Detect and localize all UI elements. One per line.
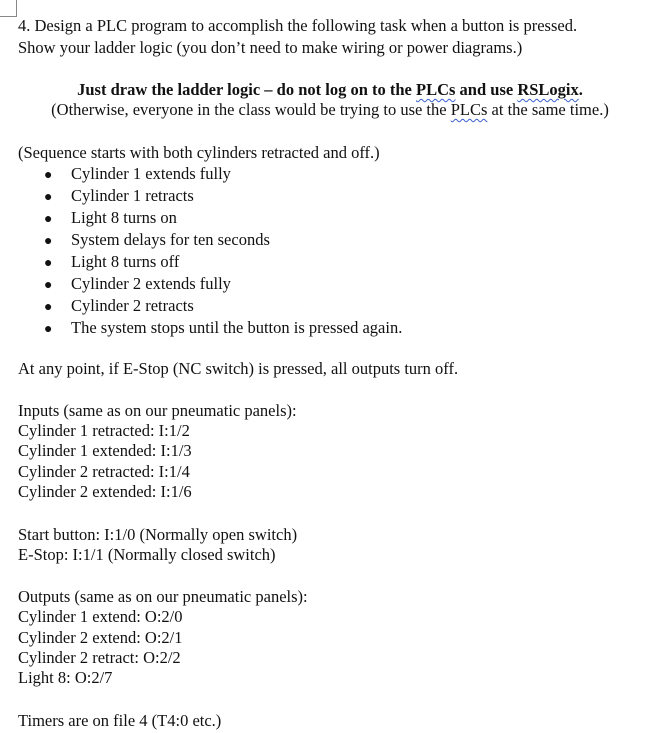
sequence-step <box>44 186 194 208</box>
sequence-step <box>44 274 231 296</box>
question-line-1: 4. Design a PLC program to accomplish the following task when a button is pressed. <box>18 16 578 35</box>
output-item: Cylinder 2 extend: O:2/1 <box>18 628 183 647</box>
bullet-icon: ● <box>44 212 53 227</box>
start-button-input: Start button: I:1/0 (Normally open switch) <box>18 525 298 544</box>
page-corner-mark <box>0 0 17 17</box>
sequence-step-text: System delays for ten seconds <box>71 230 270 249</box>
instruction-paren-part-b: at the same time.) <box>487 100 609 119</box>
estop-input: E-Stop: I:1/1 (Normally closed switch) <box>18 545 276 564</box>
sequence-step-text: Cylinder 2 retracts <box>71 296 194 315</box>
inputs-heading: Inputs (same as on our pneumatic panels): <box>18 401 297 420</box>
bullet-icon: ● <box>44 278 53 293</box>
input-item: Cylinder 1 retracted: I:1/2 <box>18 421 190 440</box>
input-item: Cylinder 2 retracted: I:1/4 <box>18 462 190 481</box>
bullet-icon: ● <box>44 190 53 205</box>
instruction-bold-line <box>0 80 660 100</box>
sequence-step <box>44 164 231 186</box>
question-line-2: Show your ladder logic (you don’t need to make wiring or power diagrams.) <box>18 38 523 57</box>
bullet-icon: ● <box>44 322 53 337</box>
sequence-step <box>44 252 179 274</box>
instruction-bold-plcs: PLCs <box>416 80 456 99</box>
sequence-step <box>44 318 402 340</box>
output-item: Cylinder 1 extend: O:2/0 <box>18 607 183 626</box>
instruction-bold-part-b: and use <box>455 80 518 99</box>
instruction-bold-part-c: . <box>578 80 583 99</box>
input-item: Cylinder 2 extended: I:1/6 <box>18 482 192 501</box>
estop-note: At any point, if E-Stop (NC switch) is pressed, all outputs turn off. <box>18 359 459 378</box>
sequence-step-text: Cylinder 1 extends fully <box>71 164 231 183</box>
output-item: Light 8: O:2/7 <box>18 668 113 687</box>
sequence-step-text: The system stops until the button is pressed again. <box>71 318 403 337</box>
sequence-step-text: Light 8 turns on <box>71 208 177 227</box>
instruction-paren-plcs: PLCs <box>450 100 488 119</box>
sequence-step <box>44 230 270 252</box>
sequence-step-text: Cylinder 2 extends fully <box>71 274 231 293</box>
sequence-step <box>44 296 194 318</box>
sequence-step <box>44 208 177 230</box>
outputs-heading: Outputs (same as on our pneumatic panels): <box>18 587 308 606</box>
input-item: Cylinder 1 extended: I:1/3 <box>18 441 192 460</box>
instruction-paren-line <box>0 100 660 120</box>
sequence-step-text: Light 8 turns off <box>71 252 180 271</box>
bullet-icon: ● <box>44 300 53 315</box>
instruction-bold-rslogix: RSLogix <box>517 80 579 99</box>
output-item: Cylinder 2 retract: O:2/2 <box>18 648 181 667</box>
bullet-icon: ● <box>44 234 53 249</box>
bullet-icon: ● <box>44 168 53 183</box>
sequence-step-text: Cylinder 1 retracts <box>71 186 194 205</box>
timers-note: Timers are on file 4 (T4:0 etc.) <box>18 711 222 730</box>
instruction-bold-part-a: Just draw the ladder logic – do not log on to the <box>77 80 416 99</box>
instruction-paren-part-a: (Otherwise, everyone in the class would be trying to use the <box>51 100 451 119</box>
bullet-icon: ● <box>44 256 53 271</box>
sequence-intro: (Sequence starts with both cylinders retracted and off.) <box>18 143 380 162</box>
